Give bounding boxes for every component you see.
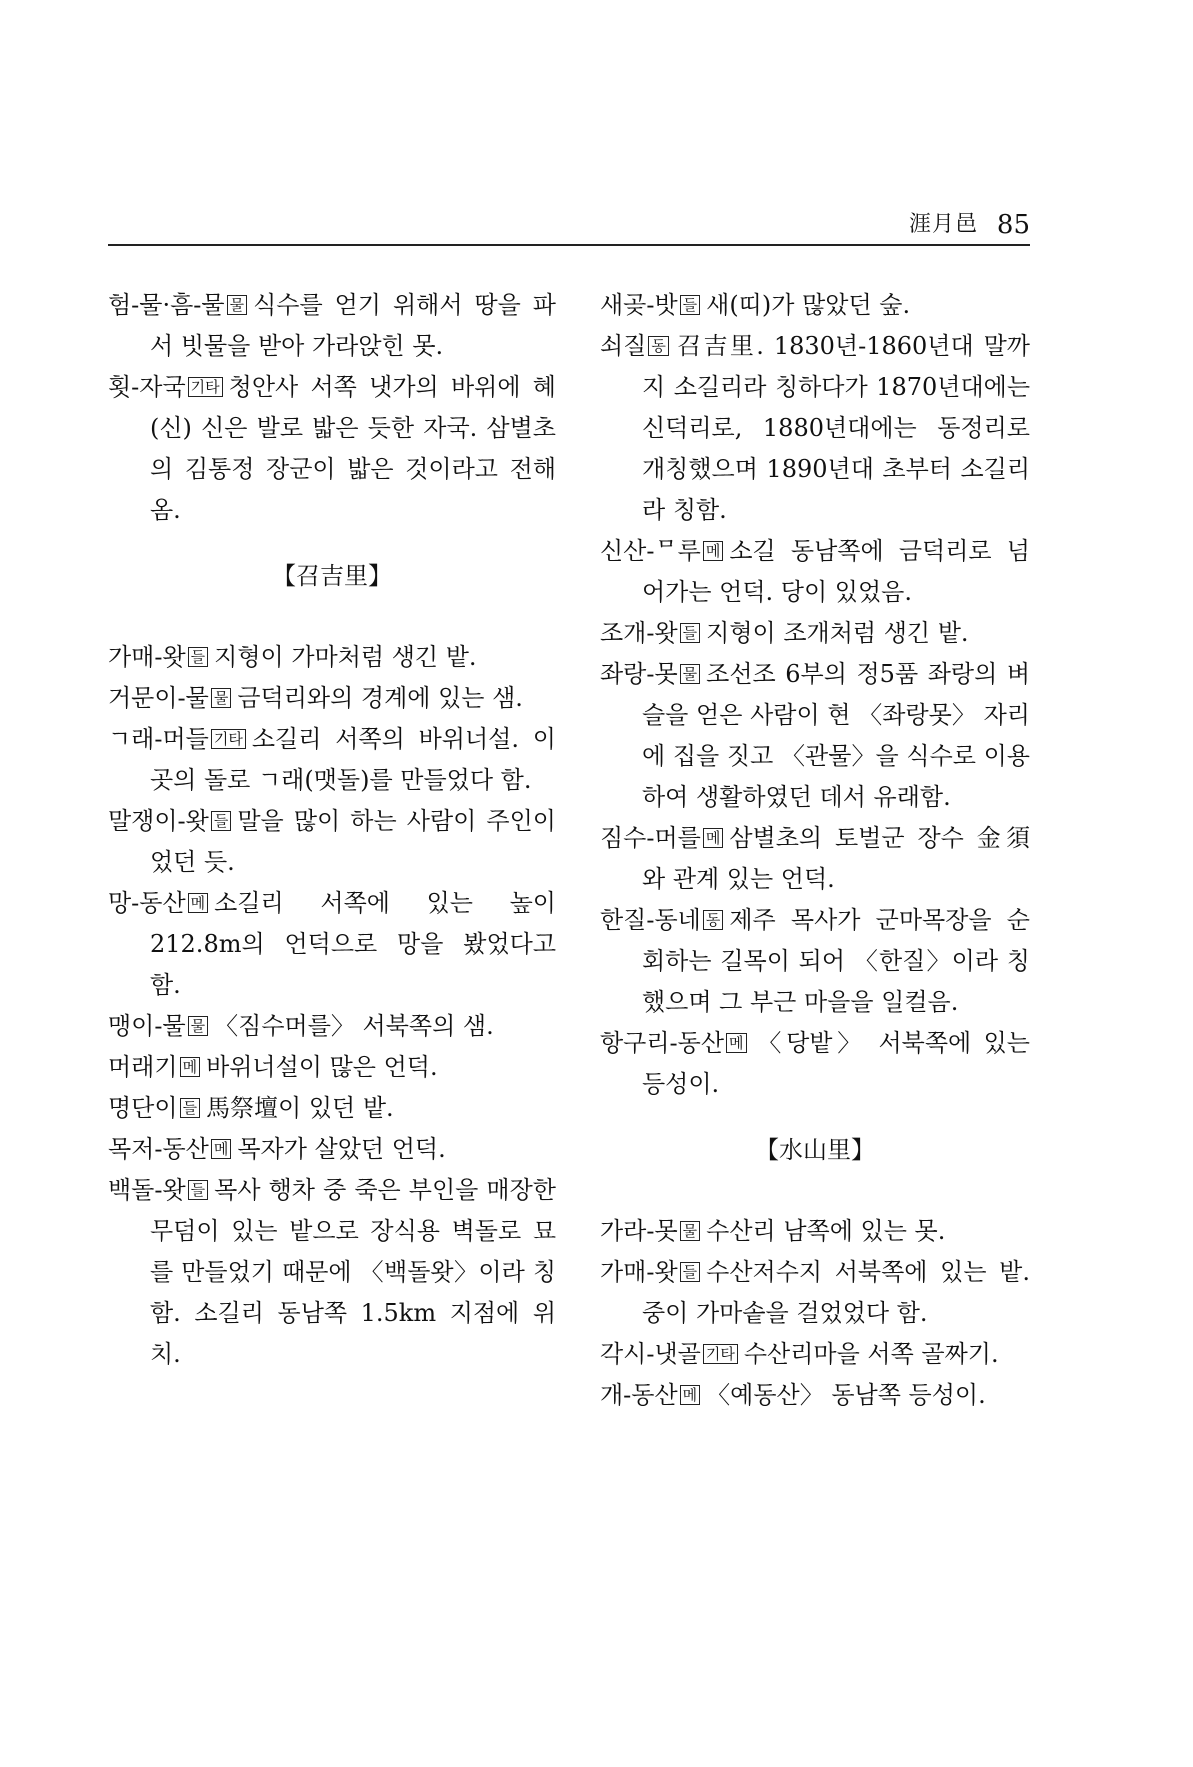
header-rule	[108, 244, 1030, 246]
gazetteer-entry	[600, 1375, 1030, 1416]
entry-description: 삼별초의 토벌군 장수 金須와 관계 있는 언덕.	[642, 824, 1030, 893]
entry-description: 召吉里. 1830년-1860년대 말까지 소길리라 칭하다가 1870년대에는 신덕리로, 1880년대에는 동정리로 개칭했으며 1890년대 초부터 소길리라 칭함.	[642, 332, 1030, 524]
entry-headword: 횟-자국	[108, 373, 186, 401]
entry-headword: 가라-못	[600, 1217, 678, 1245]
section-title: 【水山里】	[755, 1136, 875, 1164]
gazetteer-entry	[600, 326, 1030, 531]
gazetteer-entry	[600, 654, 1030, 818]
entry-headword: 각시-냇골	[600, 1340, 701, 1368]
gazetteer-entry	[108, 1129, 556, 1170]
entry-category-badge: 물	[227, 295, 248, 315]
entry-category-badge: 물	[188, 1016, 209, 1036]
entry-headword: 가매-왓	[600, 1258, 678, 1286]
entry-description: 수산리 남쪽에 있는 못.	[706, 1217, 946, 1245]
running-title: 涯月邑	[908, 212, 978, 237]
entry-headword: 신산-ᄆ루	[600, 537, 701, 565]
entry-category-badge: 동	[703, 910, 724, 930]
page-number: 85	[996, 210, 1030, 240]
entry-category-badge: 동	[648, 336, 669, 356]
gazetteer-entry	[108, 719, 556, 801]
entry-headword: 맹이-물	[108, 1012, 186, 1040]
entry-description: 바위너설이 많은 언덕.	[206, 1053, 438, 1081]
entry-description: 〈예동산〉 동남쪽 등성이.	[706, 1381, 986, 1409]
gazetteer-entry	[600, 285, 1030, 326]
gazetteer-entry	[108, 801, 556, 883]
entry-description: 소길리 서쪽의 바위너설. 이곳의 돌로 ㄱ래(맷돌)를 만들었다 함.	[150, 725, 556, 794]
entry-description: 수산저수지 서북쪽에 있는 밭. 중이 가마솥을 걸었었다 함.	[642, 1258, 1030, 1327]
entry-headword: 백돌-왓	[108, 1176, 186, 1204]
gazetteer-entry	[600, 900, 1030, 1023]
entry-headword: 한질-동네	[600, 906, 701, 934]
gazetteer-entry	[108, 285, 556, 367]
entry-headword: 목저-동산	[108, 1135, 209, 1163]
gazetteer-entry	[600, 1252, 1030, 1334]
entry-headword: 쇠질	[600, 332, 647, 360]
gazetteer-entry	[108, 637, 556, 678]
entry-description: 지형이 가마처럼 생긴 밭.	[214, 643, 477, 671]
entry-description: 목사 행차 중 죽은 부인을 매장한 무덤이 있는 밭으로 장식용 벽돌로 묘를 만들었기 때문에 〈백돌왓〉이라 칭함. 소길리 동남쪽 1.5km 지점에 위치.	[150, 1176, 556, 1368]
gazetteer-entry	[108, 1170, 556, 1375]
entry-headword: 새곶-밧	[600, 291, 678, 319]
entry-headword: 머래기	[108, 1053, 178, 1081]
entry-description: 제주 목사가 군마목장을 순회하는 길목이 되어 〈한질〉이라 칭했으며 그 부근 마을을 일컬음.	[642, 906, 1030, 1016]
entry-headword: 조개-왓	[600, 619, 678, 647]
gazetteer-entry	[108, 367, 556, 531]
page-header	[108, 210, 1030, 246]
gazetteer-entry	[600, 613, 1030, 654]
entry-list-top	[600, 285, 1030, 1105]
entry-headword: 짐수-머를	[600, 824, 701, 852]
entry-list-top	[108, 285, 556, 531]
entry-description: 새(띠)가 많았던 숲.	[706, 291, 911, 319]
gazetteer-entry	[108, 678, 556, 719]
entry-category-badge: 기타	[211, 729, 246, 749]
entry-category-badge: 메	[211, 1139, 232, 1159]
entry-headword: ㄱ래-머들	[108, 725, 209, 753]
section-title: 【召吉里】	[272, 562, 392, 590]
entry-description: 〈당밭〉 서북쪽에 있는 등성이.	[642, 1029, 1030, 1098]
entry-category-badge: 물	[211, 688, 232, 708]
entry-list-bottom	[600, 1211, 1030, 1416]
entry-category-badge: 기타	[188, 377, 223, 397]
entry-headword: 말쟁이-왓	[108, 807, 209, 835]
entry-category-badge: 기타	[703, 1344, 738, 1364]
entry-description: 〈짐수머를〉 서북쪽의 샘.	[214, 1012, 494, 1040]
gazetteer-entry	[600, 1023, 1030, 1105]
entry-category-badge: 메	[703, 828, 724, 848]
entry-category-badge: 들	[680, 295, 701, 315]
entry-headword: 좌랑-못	[600, 660, 678, 688]
entry-description: 금덕리와의 경계에 있는 샘.	[237, 684, 523, 712]
gazetteer-entry	[108, 1088, 556, 1129]
entry-category-badge: 물	[680, 664, 701, 684]
entry-category-badge: 들	[211, 811, 232, 831]
entry-description: 식수를 얻기 위해서 땅을 파서 빗물을 받아 가라앉힌 못.	[150, 291, 556, 360]
entry-category-badge: 메	[703, 541, 724, 561]
entry-description: 지형이 조개처럼 생긴 밭.	[706, 619, 969, 647]
entry-list-bottom	[108, 637, 556, 1375]
entry-category-badge: 메	[680, 1385, 701, 1405]
gazetteer-entry	[600, 818, 1030, 900]
gazetteer-entry	[108, 1047, 556, 1088]
entry-headword: 항구리-동산	[600, 1029, 725, 1057]
entry-category-badge: 들	[188, 647, 209, 667]
entry-category-badge: 들	[188, 1180, 209, 1200]
gazetteer-entry	[600, 1211, 1030, 1252]
entry-category-badge: 메	[188, 893, 209, 913]
entry-category-badge: 메	[726, 1033, 747, 1053]
entry-description: 수산리마을 서쪽 골짜기.	[743, 1340, 999, 1368]
gazetteer-entry	[108, 883, 556, 1006]
right-column	[600, 285, 1030, 1416]
entry-description: 소길 동남쪽에 금덕리로 넘어가는 언덕. 당이 있었음.	[642, 537, 1030, 606]
left-column	[108, 285, 556, 1375]
gazetteer-entry	[600, 1334, 1030, 1375]
entry-category-badge: 들	[180, 1098, 201, 1118]
entry-headword: 험-물·흠-물	[108, 291, 225, 319]
entry-category-badge: 들	[680, 623, 701, 643]
entry-description: 조선조 6부의 정5품 좌랑의 벼슬을 얻은 사람이 현 〈좌랑못〉 자리에 집을 짓고 〈관물〉을 식수로 이용하여 생활하였던 데서 유래함.	[642, 660, 1030, 811]
entry-headword: 망-동산	[108, 889, 186, 917]
entry-description: 말을 많이 하는 사람이 주인이었던 듯.	[150, 807, 556, 876]
entry-description: 청안사 서쪽 냇가의 바위에 혜(신) 신은 발로 밟은 듯한 자국. 삼별초의 김통정 장군이 밟은 것이라고 전해 옴.	[150, 373, 556, 524]
entry-description: 목자가 살았던 언덕.	[237, 1135, 446, 1163]
gazetteer-entry	[108, 1006, 556, 1047]
gazetteer-entry	[600, 531, 1030, 613]
entry-headword: 거문이-물	[108, 684, 209, 712]
entry-headword: 가매-왓	[108, 643, 186, 671]
entry-description: 소길리 서쪽에 있는 높이 212.8m의 언덕으로 망을 봤었다고 함.	[150, 889, 556, 999]
entry-category-badge: 물	[680, 1221, 701, 1241]
entry-headword: 개-동산	[600, 1381, 678, 1409]
entry-category-badge: 들	[680, 1262, 701, 1282]
entry-description: 馬祭壇이 있던 밭.	[206, 1094, 394, 1122]
entry-headword: 명단이	[108, 1094, 178, 1122]
entry-category-badge: 메	[180, 1057, 201, 1077]
